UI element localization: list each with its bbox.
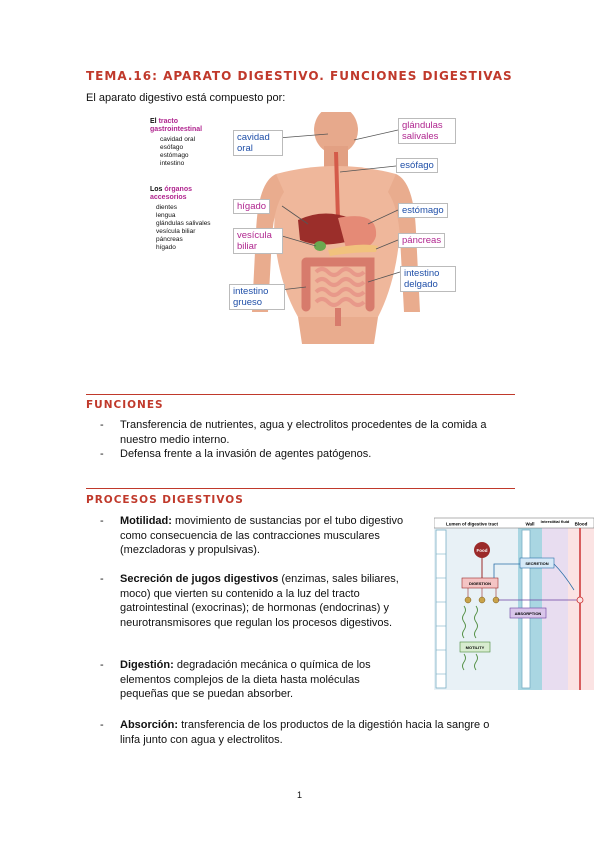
funciones-list <box>100 418 510 462</box>
digestion-label: DIGESTION <box>468 581 492 586</box>
list-item: - Secreción de jugos digestivos (enzimas, sales biliares, moco) que vierten su contenido a la luz del tracto gatrointestinal (exocrinas); de hormonas (endocrinas) y neurotransmisores que regulan los procesos digestivos. <box>100 573 399 629</box>
label-intestino-grueso: intestino grueso <box>229 284 285 310</box>
label-esofago: esófago <box>396 158 438 173</box>
label-pancreas: páncreas <box>398 233 445 248</box>
motility-label: MOTILITY <box>465 645 485 650</box>
absorption-label: ABSORPTION <box>514 611 542 616</box>
list-item: - Transferencia de nutrientes, agua y electrolitos procedentes de la comida a nuestro medio interno. <box>100 419 487 446</box>
intro-text: El aparato digestivo está compuesto por: <box>86 92 286 104</box>
label-intestino-delgado: intestino delgado <box>400 266 456 292</box>
page-title: TEMA.16: APARATO DIGESTIVO. FUNCIONES DIGESTIVAS <box>86 69 513 83</box>
list-item: esófago <box>160 144 184 151</box>
list-item: dientes <box>156 204 177 211</box>
list-item: cavidad oral <box>160 136 196 143</box>
accessory-list: Los órganos accesorios dientes lengua glándulas salivales vesícula biliar páncreas hígado <box>150 186 211 251</box>
section-heading-funciones: FUNCIONES <box>86 399 164 411</box>
digestive-processes-diagram <box>434 514 594 694</box>
divider <box>86 488 515 489</box>
col-interstitial: Interstitial fluid <box>540 519 570 524</box>
list-item: páncreas <box>156 236 183 243</box>
list-item: - Absorción: transferencia de los productos de la digestión hacia la sangre o linfa junto con agua y electrolitos. <box>100 719 490 746</box>
list-item: lengua <box>156 212 176 219</box>
col-lumen: Lumen of digestive tract <box>445 521 499 527</box>
list-item: - Motilidad: movimiento de sustancias por el tubo digestivo como consecuencia de las contracciones musculares (mezcladoras y propulsivas). <box>100 515 404 556</box>
list-item: glándulas salivales <box>156 220 211 227</box>
col-wall: Wall <box>525 521 535 527</box>
label-cavidad-oral: cavidad oral <box>233 130 283 156</box>
list-item: - Defensa frente a la invasión de agentes patógenos. <box>100 448 372 460</box>
label-higado: hígado <box>233 199 270 214</box>
col-blood: Blood <box>574 521 588 527</box>
list-item: estómago <box>160 152 189 159</box>
page-number: 1 <box>296 790 302 800</box>
label-glandulas: glándulas salivales <box>398 118 456 144</box>
tract-list: El tracto gastrointestinal cavidad oral esófago estómago intestino <box>150 118 203 167</box>
divider <box>86 394 515 395</box>
label-vesicula: vesícula biliar <box>233 228 283 254</box>
label-estomago: estómago <box>398 203 448 218</box>
list-item: intestino <box>160 160 185 167</box>
food-label: Food <box>476 548 488 553</box>
section-heading-procesos: PROCESOS DIGESTIVOS <box>86 494 244 506</box>
list-item: - Digestión: degradación mecánica o química de los elementos complejos de la dieta hasta moléculas pequeñas que se puedan absorber. <box>100 659 371 700</box>
list-item: vesícula biliar <box>156 228 196 235</box>
list-item: hígado <box>156 244 176 251</box>
secretion-label: SECRETION <box>525 561 549 566</box>
